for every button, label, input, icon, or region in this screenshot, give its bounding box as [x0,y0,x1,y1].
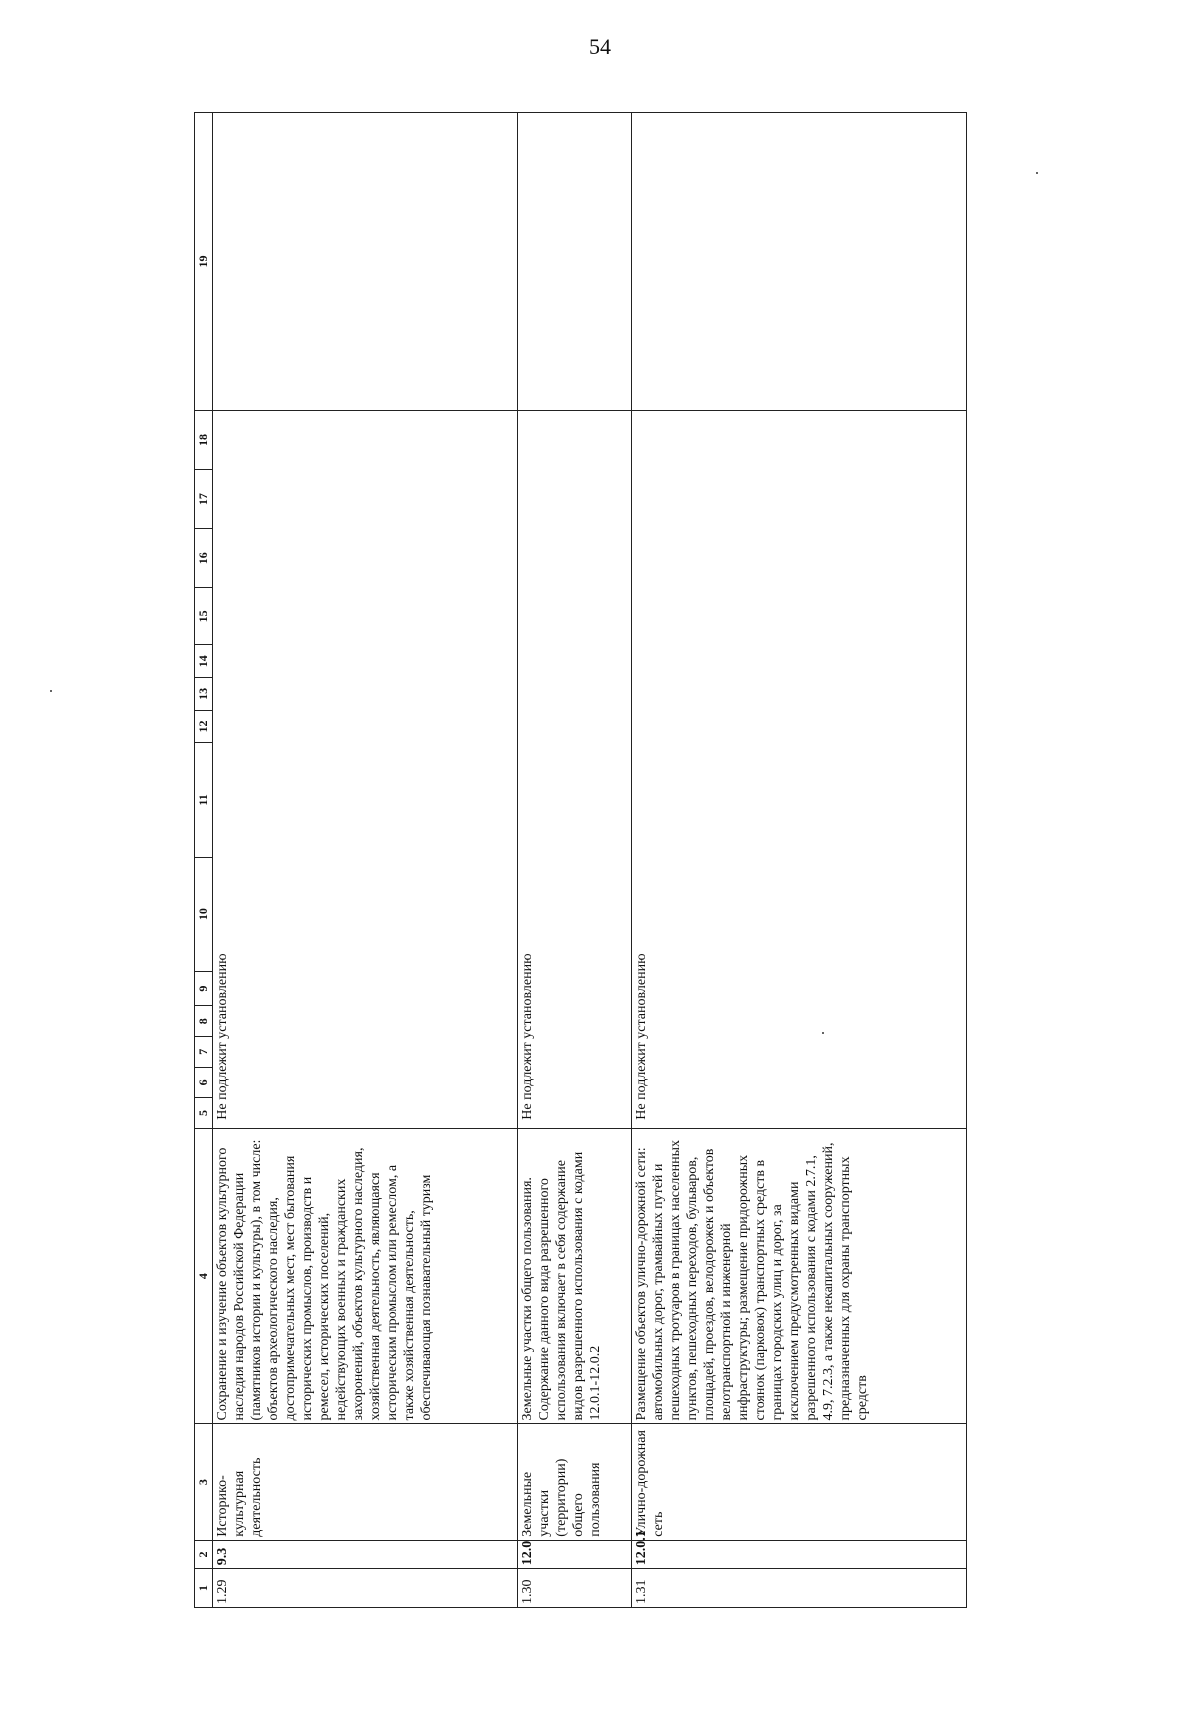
column-header: 13 [195,678,213,711]
use-name: Историко-культурная деятельность [213,1424,518,1540]
use-description: Сохранение и изучение объектов культурного наследия народов Российской Федерации (памятников истории и культуры), в том числе: объектов археологического наследия, достопримечательных мест, мест бытования исторических промыслов, производств и ремесел, исторических поселений, недействующих военных и гражданских захоронений, объектов культурного наследия, хозяйственная деятельность, являющаяся историческим промыслом или ремеслом, а также хозяйственная деятельность, обеспечивающая познавательный туризм [213,1128,518,1424]
parameters-cell: Не подлежит установлению [518,410,632,1128]
use-code: 12.0 [518,1540,632,1569]
row-number: 1.30 [518,1569,632,1608]
column-header: 10 [195,857,213,971]
column-header: 12 [195,710,213,743]
column-header: 19 [195,113,213,411]
column-header: 7 [195,1036,213,1067]
column-header: 1 [195,1569,213,1608]
use-code: 12.0.1 [632,1540,967,1569]
row-number: 1.31 [632,1569,967,1608]
table-row [518,113,632,1608]
parameters-cell: Не подлежит установлению [632,410,967,1128]
row-number: 1.29 [213,1569,518,1608]
notes-cell [632,113,967,411]
column-header: 5 [195,1098,213,1129]
table-row [632,113,967,1608]
column-header: 16 [195,529,213,588]
scan-speck [50,690,52,692]
notes-cell [518,113,632,411]
column-header: 6 [195,1067,213,1098]
rotated-table-container [194,112,964,1608]
table-row [213,113,518,1608]
page-number: 54 [589,34,611,59]
use-description: Размещение объектов улично-дорожной сети: автомобильных дорог, трамвайных путей и пешеходных тротуаров в границах населенных пунктов, пешеходных переходов, бульваров, площадей, проездов, велодорожек и объектов велотранспортной и инженерной инфраструктуры; размещение придорожных стоянок (парковок) транспортных средств в границах городских улиц и дорог, за исключением предусмотренных видами разрешенного использования с кодами 2.7.1, 4.9, 7.2.3, а также некапитальных сооружений, предназначенных для охраны транспортных средств [632,1128,967,1424]
column-header: 15 [195,588,213,645]
column-header: 2 [195,1540,213,1569]
scan-speck [1036,172,1038,174]
use-description: Земельные участки общего пользования. Содержание данного вида разрешенного использования включает в себя содержание видов разрешенного использования с кодами 12.0.1-12.0.2 [518,1128,632,1424]
column-header: 18 [195,410,213,469]
use-name: Земельные участки (территории) общего пользования [518,1424,632,1540]
use-name: Улично-дорожная сеть [632,1424,967,1540]
column-header: 17 [195,470,213,529]
use-code: 9.3 [213,1540,518,1569]
column-header: 11 [195,743,213,857]
column-header: 4 [195,1128,213,1424]
regulations-table [194,112,967,1608]
column-header: 14 [195,645,213,678]
column-header: 8 [195,1006,213,1037]
column-header: 9 [195,971,213,1006]
notes-cell [213,113,518,411]
column-header: 3 [195,1424,213,1540]
column-number-row [195,113,213,1608]
parameters-cell: Не подлежит установлению [213,410,518,1128]
